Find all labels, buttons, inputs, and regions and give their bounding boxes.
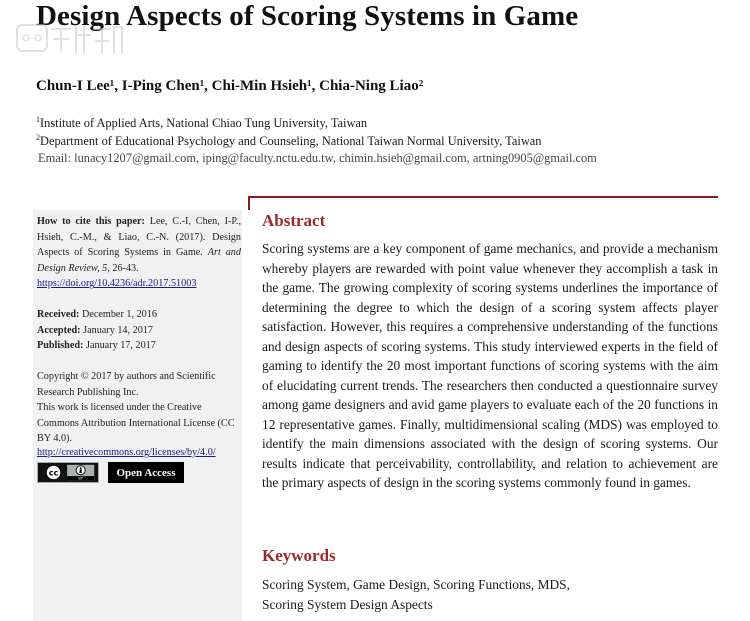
accepted-date: January 14, 2017 [83,324,153,336]
license-text: This work is licensed under the Creative Commons Attribution International License (CC BY 4.0). [37,402,235,445]
keywords-line-2: Scoring System Design Aspects [262,597,433,612]
published-row [37,338,157,354]
citation-journal: Art and Design Review, 5, [37,247,241,274]
accepted-row [37,323,157,339]
citation-label: How to cite this paper: [37,216,145,227]
author-list: Chun-I Lee¹, I-Ping Chen¹, Chi-Min Hsieh¹, Chia-Ning Liao² [36,78,424,94]
paper-title: Design Aspects of Scoring Systems in Game [36,0,579,32]
doi-link[interactable]: https://doi.org/10.4236/adr.2017.51003 [37,278,197,290]
keywords-line-1: Scoring System, Game Design, Scoring Functions, MDS, [262,577,570,592]
abstract-heading: Abstract [262,211,326,230]
svg-text:cc: cc [48,467,59,478]
published-label: Published: [37,340,84,352]
affiliation-mark: 2 [36,133,40,142]
open-access-badge: Open Access [108,462,184,483]
svg-text:BY: BY [78,476,83,481]
received-label: Received: [37,309,80,320]
accepted-label: Accepted: [37,324,81,336]
keywords-heading: Keywords [262,546,336,565]
citation-text: Lee, C.-I, Chen, I-P., Hsieh, C.-M., & Liao, C.-N. (2017). Design Aspects of Scoring Systems in Game. [37,216,242,259]
abstract-text: Scoring systems are a key component of game mechanics, and provide a mechanism whereby players are rewarded with point value whenever they accomplish a task in the game. The growing complexity of scoring systems underlines the importance of determining the degree to which the design of a scoring system affects player satisfaction. However, this requires a comprehensive understanding of the functions and design aspects of scoring systems. This study interviewed experts in the field of gaming to identify the 20 most important functions of scoring systems with the aim of elucidating current trends. The researchers then conducted a questionnaire survey among game designers and avid game players to evaluate each of the 20 functions in 12 representative games. Finally, multidimensional scaling (MDS) was employed to identify the main dimensions associated with the design of scoring systems. Our results indicate that perceivability, controllability, and relation to achievement are the primary aspects of design in the scoring systems commonly found in games. [262,241,718,490]
affiliation-text: Department of Educational Psychology and Counseling, National Taiwan Normal University, Taiwan [40,134,542,149]
cc-by-license-icon[interactable] [37,462,99,483]
affiliation-mark: 1 [36,115,40,124]
citation-pages: 26-43. [112,262,139,274]
affiliation-1 [36,115,367,131]
received-date: December 1, 2016 [81,309,157,320]
dates-block [37,307,157,354]
license-link[interactable]: http://creativecommons.org/licenses/by/4.0/ [37,447,216,458]
citation-block [37,214,241,292]
received-row [37,307,157,323]
affiliation-2 [36,133,541,149]
email-line: Email: lunacy1207@gmail.com, iping@faculty.nctu.edu.tw, chimin.hsieh@gmail.com, artning0905@gmail.com [38,151,597,165]
keywords-text [262,575,718,615]
header-rule [248,196,718,198]
affiliation-text: Institute of Applied Arts, National Chiao Tung University, Taiwan [40,116,368,131]
published-date: January 17, 2017 [85,340,156,352]
copyright-block [37,369,241,447]
header-rule-corner [248,196,250,210]
watermark-logo-icon [14,17,126,73]
copyright-text: Copyright © 2017 by authors and Scientific Research Publishing Inc. [37,371,216,398]
